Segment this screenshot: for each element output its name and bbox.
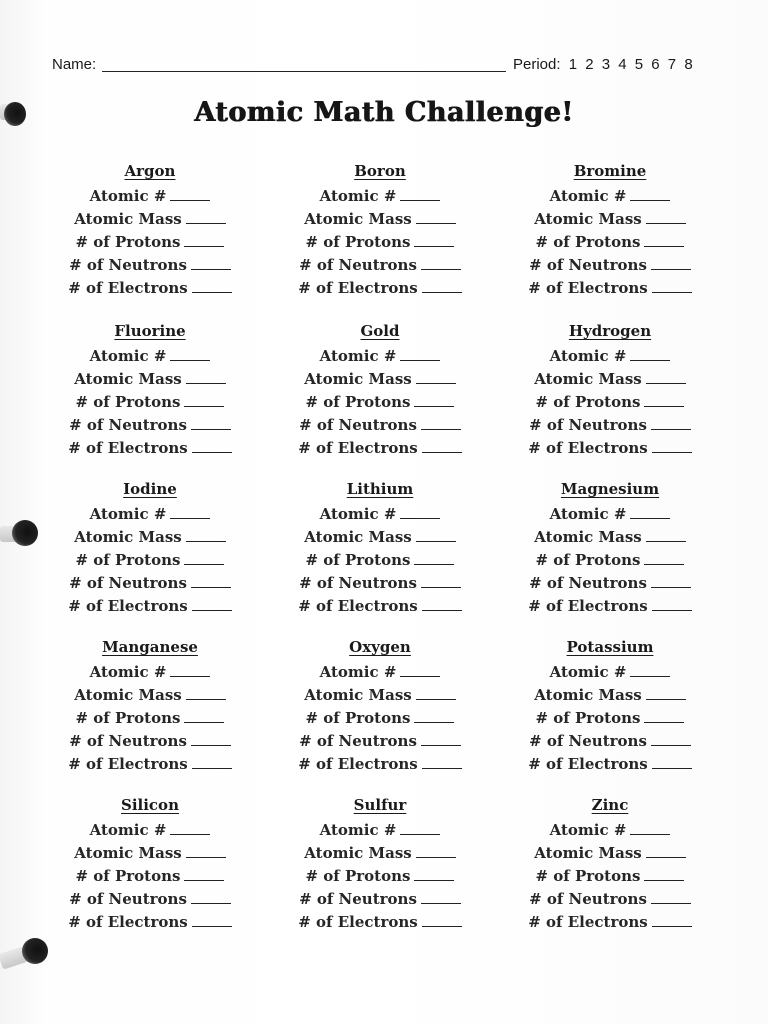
answer-blank[interactable] <box>400 346 440 361</box>
field-protons <box>60 231 240 254</box>
field-protons <box>520 391 700 414</box>
field-atomic-mass <box>60 368 240 391</box>
element-block-sulfur <box>290 794 470 934</box>
answer-blank[interactable] <box>184 232 224 247</box>
field-label: Atomic # <box>549 821 627 839</box>
period-option-5: 5 <box>634 56 644 73</box>
field-neutrons <box>520 730 700 753</box>
element-name: Hydrogen <box>568 322 652 340</box>
field-electrons <box>60 753 240 776</box>
answer-blank[interactable] <box>184 392 224 407</box>
answer-blank[interactable] <box>644 866 684 881</box>
answer-blank[interactable] <box>421 731 461 746</box>
element-block-oxygen <box>290 636 470 776</box>
element-block-silicon <box>60 794 240 934</box>
field-electrons <box>520 595 700 618</box>
answer-blank[interactable] <box>186 527 226 542</box>
element-name: Lithium <box>346 480 414 498</box>
field-label: Atomic Mass <box>534 686 642 704</box>
field-protons <box>520 707 700 730</box>
answer-blank[interactable] <box>652 278 692 293</box>
field-label: Atomic Mass <box>304 528 412 546</box>
answer-blank[interactable] <box>421 415 461 430</box>
field-neutrons <box>520 254 700 277</box>
period-option-6: 6 <box>651 56 660 73</box>
answer-blank[interactable] <box>652 754 692 769</box>
element-name: Potassium <box>566 638 654 656</box>
element-block-fluorine <box>60 320 240 460</box>
answer-blank[interactable] <box>170 820 210 835</box>
answer-blank[interactable] <box>421 255 461 270</box>
field-atomic-number <box>60 819 240 842</box>
period-option-3: 3 <box>601 56 611 73</box>
field-label: Atomic Mass <box>534 528 642 546</box>
answer-blank[interactable] <box>644 550 684 565</box>
answer-blank[interactable] <box>422 596 462 611</box>
answer-blank[interactable] <box>644 232 684 247</box>
field-label: Atomic # <box>89 187 167 205</box>
field-atomic-number <box>290 503 470 526</box>
field-label: Atomic Mass <box>304 686 412 704</box>
field-atomic-number <box>520 661 700 684</box>
field-label: # of Electrons <box>298 439 418 457</box>
field-protons <box>290 865 470 888</box>
field-label: # of Protons <box>75 551 181 569</box>
field-label: # of Neutrons <box>529 732 647 750</box>
field-label: # of Neutrons <box>299 256 417 274</box>
element-name: Boron <box>354 162 406 180</box>
field-label: Atomic # <box>89 821 167 839</box>
field-label: Atomic Mass <box>534 844 642 862</box>
answer-blank[interactable] <box>416 527 456 542</box>
field-label: # of Protons <box>535 233 641 251</box>
answer-blank[interactable] <box>646 209 686 224</box>
element-name: Zinc <box>591 796 629 814</box>
binder-hole-bottom <box>22 938 48 964</box>
field-atomic-mass <box>290 208 470 231</box>
field-protons <box>520 865 700 888</box>
name-label: Name: <box>52 56 97 73</box>
field-electrons <box>60 595 240 618</box>
answer-blank[interactable] <box>192 596 232 611</box>
period-option-4: 4 <box>618 56 627 73</box>
answer-blank[interactable] <box>646 685 686 700</box>
answer-blank[interactable] <box>414 232 454 247</box>
field-atomic-mass <box>520 842 700 865</box>
field-label: # of Electrons <box>528 279 648 297</box>
answer-blank[interactable] <box>400 820 440 835</box>
field-atomic-mass <box>60 684 240 707</box>
field-label: Atomic # <box>319 663 397 681</box>
field-label: # of Neutrons <box>299 732 417 750</box>
answer-blank[interactable] <box>192 754 232 769</box>
field-atomic-number <box>60 185 240 208</box>
element-name: Sulfur <box>353 796 407 814</box>
field-label: # of Electrons <box>298 597 418 615</box>
field-label: # of Protons <box>305 393 411 411</box>
page-title: Atomic Math Challenge! <box>194 97 574 128</box>
answer-blank[interactable] <box>646 843 686 858</box>
field-label: # of Neutrons <box>529 574 647 592</box>
answer-blank[interactable] <box>186 843 226 858</box>
field-neutrons <box>60 572 240 595</box>
answer-blank[interactable] <box>414 550 454 565</box>
answer-blank[interactable] <box>651 731 691 746</box>
field-label: # of Protons <box>535 393 641 411</box>
field-label: # of Neutrons <box>299 416 417 434</box>
answer-blank[interactable] <box>652 596 692 611</box>
field-label: Atomic # <box>549 663 627 681</box>
answer-blank[interactable] <box>652 912 692 927</box>
field-label: # of Electrons <box>528 597 648 615</box>
element-block-argon <box>60 160 240 300</box>
answer-blank[interactable] <box>192 438 232 453</box>
field-neutrons <box>290 414 470 437</box>
field-atomic-mass <box>290 368 470 391</box>
field-atomic-number <box>290 345 470 368</box>
field-label: Atomic Mass <box>534 370 642 388</box>
answer-blank[interactable] <box>184 708 224 723</box>
field-protons <box>60 865 240 888</box>
answer-blank[interactable] <box>414 866 454 881</box>
field-electrons <box>520 437 700 460</box>
element-name: Oxygen <box>349 638 411 656</box>
field-atomic-mass <box>520 368 700 391</box>
binder-hole-middle <box>12 520 38 546</box>
answer-blank[interactable] <box>644 392 684 407</box>
field-electrons <box>60 437 240 460</box>
element-block-boron <box>290 160 470 300</box>
field-label: # of Protons <box>535 709 641 727</box>
field-label: # of Electrons <box>528 439 648 457</box>
answer-blank[interactable] <box>416 843 456 858</box>
answer-blank[interactable] <box>191 573 231 588</box>
field-protons <box>290 231 470 254</box>
answer-blank[interactable] <box>651 415 691 430</box>
field-electrons <box>60 277 240 300</box>
answer-blank[interactable] <box>422 912 462 927</box>
element-name: Fluorine <box>114 322 186 340</box>
answer-blank[interactable] <box>422 278 462 293</box>
answer-blank[interactable] <box>644 708 684 723</box>
field-label: # of Protons <box>535 867 641 885</box>
field-atomic-mass <box>60 842 240 865</box>
field-label: Atomic Mass <box>74 370 182 388</box>
field-protons <box>60 391 240 414</box>
field-electrons <box>520 753 700 776</box>
answer-blank[interactable] <box>652 438 692 453</box>
answer-blank[interactable] <box>186 685 226 700</box>
element-name: Manganese <box>102 638 198 656</box>
answer-blank[interactable] <box>416 369 456 384</box>
answer-blank[interactable] <box>422 754 462 769</box>
field-label: # of Neutrons <box>529 256 647 274</box>
answer-blank[interactable] <box>170 346 210 361</box>
field-label: # of Protons <box>305 551 411 569</box>
field-atomic-number <box>60 661 240 684</box>
field-label: Atomic Mass <box>304 370 412 388</box>
period-option-2: 2 <box>585 56 594 73</box>
field-neutrons <box>60 730 240 753</box>
field-neutrons <box>290 730 470 753</box>
field-atomic-number <box>60 503 240 526</box>
field-electrons <box>290 753 470 776</box>
field-protons <box>520 549 700 572</box>
field-label: Atomic # <box>319 821 397 839</box>
field-atomic-number <box>290 185 470 208</box>
field-label: # of Electrons <box>298 755 418 773</box>
answer-blank[interactable] <box>422 438 462 453</box>
field-label: # of Neutrons <box>69 574 187 592</box>
field-neutrons <box>290 888 470 911</box>
field-atomic-mass <box>520 684 700 707</box>
answer-blank[interactable] <box>646 527 686 542</box>
field-label: # of Neutrons <box>529 416 647 434</box>
answer-blank[interactable] <box>191 731 231 746</box>
field-label: # of Protons <box>75 709 181 727</box>
field-electrons <box>290 595 470 618</box>
field-label: # of Electrons <box>68 597 188 615</box>
answer-blank[interactable] <box>630 346 670 361</box>
field-label: # of Electrons <box>298 913 418 931</box>
field-label: # of Protons <box>305 867 411 885</box>
field-label: Atomic # <box>89 347 167 365</box>
field-neutrons <box>60 414 240 437</box>
answer-blank[interactable] <box>651 889 691 904</box>
answer-blank[interactable] <box>421 889 461 904</box>
field-atomic-number <box>520 345 700 368</box>
answer-blank[interactable] <box>184 550 224 565</box>
field-label: # of Protons <box>305 233 411 251</box>
answer-blank[interactable] <box>400 662 440 677</box>
field-neutrons <box>520 414 700 437</box>
field-label: # of Neutrons <box>299 574 417 592</box>
field-label: Atomic # <box>319 505 397 523</box>
field-label: Atomic # <box>549 347 627 365</box>
answer-blank[interactable] <box>192 912 232 927</box>
field-label: # of Electrons <box>528 913 648 931</box>
field-label: Atomic # <box>549 505 627 523</box>
answer-blank[interactable] <box>414 392 454 407</box>
field-label: Atomic # <box>89 663 167 681</box>
element-block-iodine <box>60 478 240 618</box>
answer-blank[interactable] <box>421 573 461 588</box>
field-label: # of Electrons <box>298 279 418 297</box>
field-atomic-mass <box>290 842 470 865</box>
field-label: # of Neutrons <box>69 256 187 274</box>
field-label: # of Neutrons <box>69 890 187 908</box>
field-electrons <box>520 277 700 300</box>
field-protons <box>290 707 470 730</box>
field-neutrons <box>520 888 700 911</box>
element-block-magnesium <box>520 478 700 618</box>
period-label: Period: <box>513 56 561 73</box>
field-label: # of Protons <box>305 709 411 727</box>
field-label: Atomic Mass <box>304 844 412 862</box>
element-name: Gold <box>360 322 400 340</box>
field-atomic-number <box>520 185 700 208</box>
field-atomic-mass <box>520 208 700 231</box>
field-protons <box>520 231 700 254</box>
element-block-zinc <box>520 794 700 934</box>
field-label: # of Protons <box>75 867 181 885</box>
field-neutrons <box>290 572 470 595</box>
answer-blank[interactable] <box>651 573 691 588</box>
answer-blank[interactable] <box>630 662 670 677</box>
field-label: # of Protons <box>75 393 181 411</box>
answer-blank[interactable] <box>400 186 440 201</box>
field-label: # of Neutrons <box>69 416 187 434</box>
field-label: Atomic # <box>89 505 167 523</box>
field-label: # of Electrons <box>68 439 188 457</box>
field-label: Atomic Mass <box>74 210 182 228</box>
answer-blank[interactable] <box>184 866 224 881</box>
answer-blank[interactable] <box>630 504 670 519</box>
field-label: # of Neutrons <box>299 890 417 908</box>
field-label: Atomic # <box>319 187 397 205</box>
field-atomic-number <box>290 819 470 842</box>
field-label: # of Protons <box>75 233 181 251</box>
field-protons <box>290 391 470 414</box>
answer-blank[interactable] <box>186 209 226 224</box>
field-label: Atomic Mass <box>74 528 182 546</box>
answer-blank[interactable] <box>192 278 232 293</box>
element-block-potassium <box>520 636 700 776</box>
field-neutrons <box>290 254 470 277</box>
answer-blank[interactable] <box>191 889 231 904</box>
answer-blank[interactable] <box>630 186 670 201</box>
answer-blank[interactable] <box>191 255 231 270</box>
field-label: # of Electrons <box>68 913 188 931</box>
field-atomic-number <box>290 661 470 684</box>
field-protons <box>60 549 240 572</box>
answer-blank[interactable] <box>400 504 440 519</box>
field-label: # of Electrons <box>68 279 188 297</box>
field-label: # of Neutrons <box>69 732 187 750</box>
field-label: Atomic Mass <box>74 844 182 862</box>
field-atomic-mass <box>520 526 700 549</box>
field-label: # of Electrons <box>68 755 188 773</box>
field-neutrons <box>60 254 240 277</box>
element-block-hydrogen <box>520 320 700 460</box>
element-name: Bromine <box>573 162 647 180</box>
element-name: Magnesium <box>560 480 660 498</box>
field-atomic-mass <box>60 208 240 231</box>
field-label: Atomic # <box>549 187 627 205</box>
period-option-8: 8 <box>684 56 693 73</box>
field-atomic-number <box>520 819 700 842</box>
field-neutrons <box>520 572 700 595</box>
field-label: # of Electrons <box>528 755 648 773</box>
element-block-gold <box>290 320 470 460</box>
field-atomic-number <box>60 345 240 368</box>
field-neutrons <box>60 888 240 911</box>
field-protons <box>60 707 240 730</box>
element-name: Silicon <box>121 796 179 814</box>
answer-blank[interactable] <box>170 186 210 201</box>
field-protons <box>290 549 470 572</box>
field-label: # of Neutrons <box>529 890 647 908</box>
field-label: Atomic # <box>319 347 397 365</box>
answer-blank[interactable] <box>646 369 686 384</box>
field-label: Atomic Mass <box>74 686 182 704</box>
answer-blank[interactable] <box>630 820 670 835</box>
element-block-bromine <box>520 160 700 300</box>
element-block-lithium <box>290 478 470 618</box>
answer-blank[interactable] <box>651 255 691 270</box>
field-atomic-mass <box>60 526 240 549</box>
field-atomic-mass <box>290 684 470 707</box>
field-label: Atomic Mass <box>534 210 642 228</box>
answer-blank[interactable] <box>170 662 210 677</box>
field-electrons <box>290 911 470 934</box>
period-option-7: 7 <box>667 56 677 73</box>
field-electrons <box>60 911 240 934</box>
answer-blank[interactable] <box>416 209 456 224</box>
field-atomic-mass <box>290 526 470 549</box>
period-option-1: 1 <box>568 56 578 73</box>
element-name: Argon <box>124 162 176 180</box>
field-label: Atomic Mass <box>304 210 412 228</box>
field-electrons <box>520 911 700 934</box>
field-atomic-number <box>520 503 700 526</box>
field-label: # of Protons <box>535 551 641 569</box>
answer-blank[interactable] <box>170 504 210 519</box>
field-electrons <box>290 437 470 460</box>
binder-hole-top <box>4 102 26 126</box>
element-name: Iodine <box>123 480 177 498</box>
answer-blank[interactable] <box>191 415 231 430</box>
element-block-manganese <box>60 636 240 776</box>
answer-blank[interactable] <box>414 708 454 723</box>
field-electrons <box>290 277 470 300</box>
answer-blank[interactable] <box>416 685 456 700</box>
answer-blank[interactable] <box>186 369 226 384</box>
